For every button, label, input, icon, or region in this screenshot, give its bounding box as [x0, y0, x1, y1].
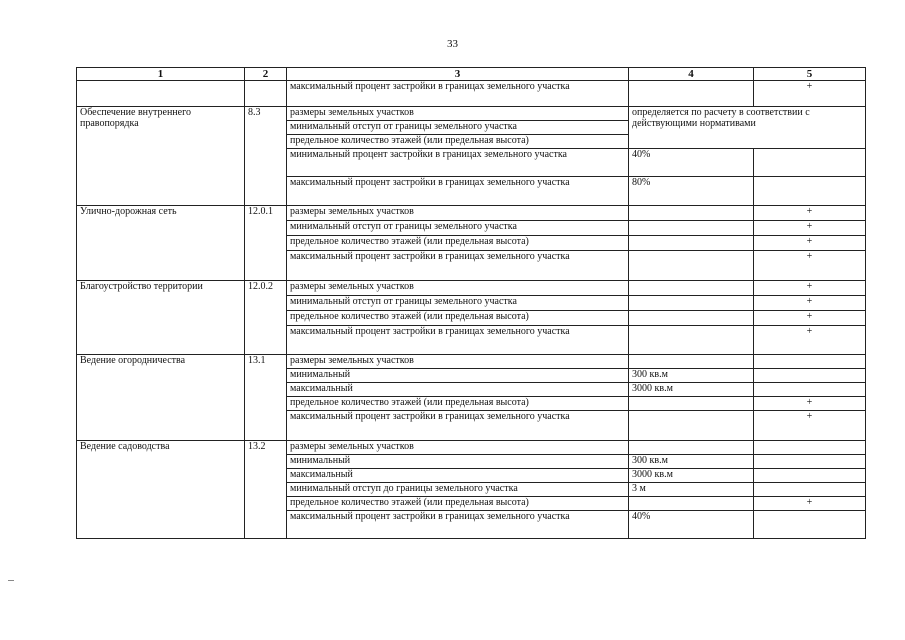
value-cell: 3000 кв.м	[629, 469, 754, 483]
cell-empty	[754, 441, 866, 455]
page-number: 33	[447, 38, 458, 50]
regulations-table	[76, 67, 866, 539]
param-cell: максимальный	[287, 383, 629, 397]
header-row	[77, 68, 866, 81]
cell-empty	[629, 296, 754, 311]
param-cell: минимальный отступ от границы земельного участка	[287, 296, 629, 311]
land-use-name: Улично-дорожная сеть	[77, 206, 245, 281]
plus-mark: +	[754, 397, 866, 411]
plus-mark: +	[754, 206, 866, 221]
param-cell: предельное количество этажей (или предельная высота)	[287, 497, 629, 511]
param-cell: размеры земельных участков	[287, 281, 629, 296]
param-cell: минимальный	[287, 369, 629, 383]
cell-empty	[629, 497, 754, 511]
param-cell: минимальный отступ от границы земельного участка	[287, 121, 629, 135]
table-row	[77, 206, 866, 221]
land-use-name: Благоустройство территории	[77, 281, 245, 355]
land-use-name: Ведение садоводства	[77, 441, 245, 539]
cell-empty	[629, 221, 754, 236]
cell-empty	[629, 441, 754, 455]
param-cell: максимальный	[287, 469, 629, 483]
table-row	[77, 441, 866, 455]
value-cell: 40%	[629, 511, 754, 539]
plus-mark: +	[754, 236, 866, 251]
header-col-3: 3	[287, 68, 629, 81]
param-cell: минимальный отступ до границы земельного участка	[287, 483, 629, 497]
cell-empty	[754, 511, 866, 539]
cell-empty	[629, 311, 754, 326]
value-cell: 40%	[629, 149, 754, 177]
param-cell: размеры земельных участков	[287, 355, 629, 369]
param-cell: максимальный процент застройки в границах земельного участка	[287, 411, 629, 441]
param-cell: максимальный процент застройки в границах земельного участка	[287, 81, 629, 107]
cell-empty	[629, 355, 754, 369]
param-cell: максимальный процент застройки в границах земельного участка	[287, 251, 629, 281]
cell-empty	[629, 411, 754, 441]
land-use-code: 13.2	[245, 441, 287, 539]
param-cell: максимальный процент застройки в границах земельного участка	[287, 177, 629, 206]
table-row	[77, 107, 866, 121]
value-cell: 300 кв.м	[629, 369, 754, 383]
cell-empty	[754, 369, 866, 383]
value-cell: 3 м	[629, 483, 754, 497]
plus-mark: +	[754, 411, 866, 441]
land-use-code: 12.0.2	[245, 281, 287, 355]
header-col-1: 1	[77, 68, 245, 81]
land-use-code: 8.3	[245, 107, 287, 206]
plus-mark: +	[754, 81, 866, 107]
param-cell: минимальный	[287, 455, 629, 469]
value-cell: 80%	[629, 177, 754, 206]
plus-mark: +	[754, 221, 866, 236]
param-cell: максимальный процент застройки в границах земельного участка	[287, 511, 629, 539]
cell-empty	[754, 455, 866, 469]
cell-empty	[629, 251, 754, 281]
param-cell: размеры земельных участков	[287, 206, 629, 221]
cell-empty	[754, 383, 866, 397]
cell-empty	[245, 81, 287, 107]
param-cell: минимальный отступ от границы земельного участка	[287, 221, 629, 236]
header-col-5: 5	[754, 68, 866, 81]
cell-empty	[629, 206, 754, 221]
land-use-code: 12.0.1	[245, 206, 287, 281]
plus-mark: +	[754, 497, 866, 511]
param-cell: предельное количество этажей (или предельная высота)	[287, 135, 629, 149]
param-cell: размеры земельных участков	[287, 107, 629, 121]
cell-empty	[629, 397, 754, 411]
land-use-name: Обеспечение внутреннего правопорядка	[77, 107, 245, 206]
param-cell: максимальный процент застройки в границах земельного участка	[287, 326, 629, 355]
cell-empty	[77, 81, 245, 107]
plus-mark: +	[754, 296, 866, 311]
cell-empty	[754, 149, 866, 177]
plus-mark: +	[754, 281, 866, 296]
land-use-name: Ведение огородничества	[77, 355, 245, 441]
value-cell: 300 кв.м	[629, 455, 754, 469]
cell-empty	[754, 355, 866, 369]
plus-mark: +	[754, 326, 866, 355]
param-cell: предельное количество этажей (или предельная высота)	[287, 236, 629, 251]
plus-mark: +	[754, 251, 866, 281]
margin-mark	[8, 580, 14, 581]
cell-empty	[629, 81, 754, 107]
value-cell: 3000 кв.м	[629, 383, 754, 397]
calc-note: определяется по расчету в соответствии с действующими нормативами	[629, 107, 866, 149]
cell-empty	[754, 177, 866, 206]
param-cell: размеры земельных участков	[287, 441, 629, 455]
param-cell: минимальный процент застройки в границах земельного участка	[287, 149, 629, 177]
land-use-code: 13.1	[245, 355, 287, 441]
cell-empty	[629, 326, 754, 355]
table-row	[77, 81, 866, 107]
header-col-2: 2	[245, 68, 287, 81]
table-row	[77, 355, 866, 369]
plus-mark: +	[754, 311, 866, 326]
header-col-4: 4	[629, 68, 754, 81]
param-cell: предельное количество этажей (или предельная высота)	[287, 397, 629, 411]
cell-empty	[629, 281, 754, 296]
table-row	[77, 281, 866, 296]
cell-empty	[754, 483, 866, 497]
cell-empty	[754, 469, 866, 483]
param-cell: предельное количество этажей (или предельная высота)	[287, 311, 629, 326]
cell-empty	[629, 236, 754, 251]
